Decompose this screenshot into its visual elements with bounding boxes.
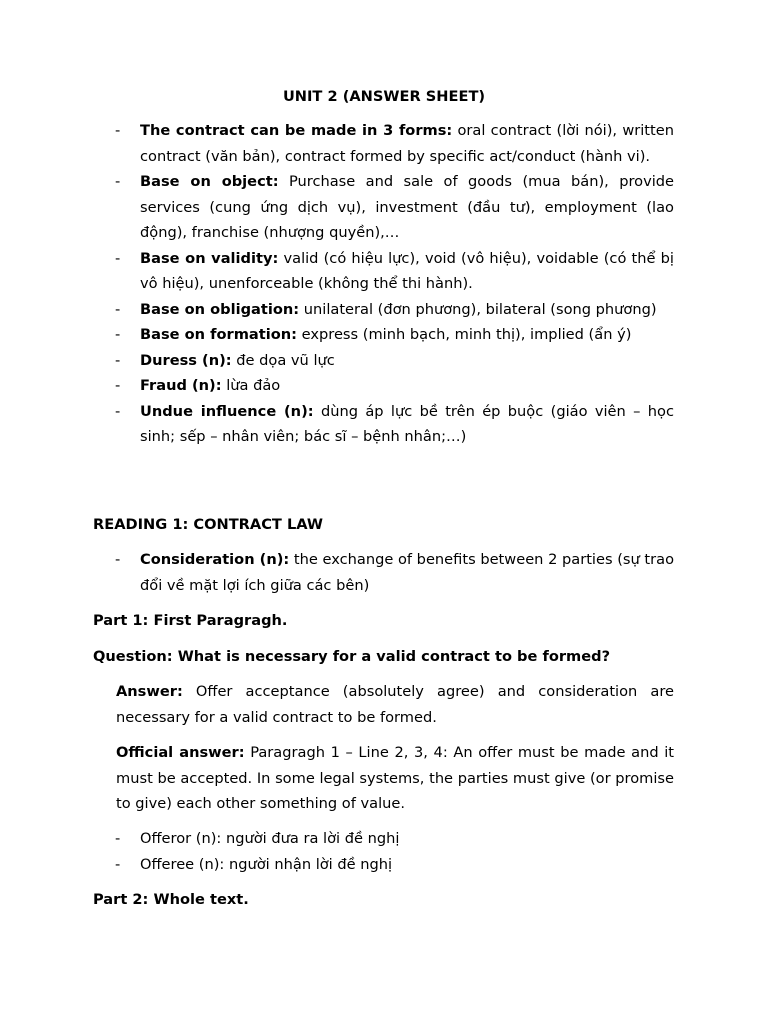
answer-paragraph [116,679,674,730]
item-text: dùng áp lực bề trên ép buộc (giáo viên – học sinh; sếp – nhân viên; bác sĩ – bệnh nhân;…) [140,402,675,445]
official-answer-paragraph [116,740,674,817]
list-item [0,246,674,297]
list-item [0,373,674,399]
bullet-dash: - [115,249,121,267]
item-term: The contract can be made in 3 forms: [140,122,453,139]
list-item [0,169,674,246]
item-text: Offeree (n): người nhận lời đề nghị [140,855,393,873]
bullet-dash: - [115,855,121,873]
item-term: Base on formation: [140,326,297,343]
part1-heading: Part 1: First Paragragh. [93,612,288,629]
item-text: express (minh bạch, minh thị), implied (ẩn ý) [297,326,632,343]
bullet-dash: - [115,173,121,190]
list-item [0,547,674,598]
item-text: đe dọa vũ lực [231,351,335,369]
bullet-dash: - [115,377,121,394]
list-item [0,399,674,450]
bullet-dash: - [115,830,121,847]
bullet-dash: - [115,551,121,568]
bullet-dash: - [115,402,121,420]
reading-heading: READING 1: CONTRACT LAW [93,516,323,533]
item-term: Base on obligation: [140,300,300,318]
list-item [0,297,674,323]
item-term: Base on validity: [140,249,279,267]
bullet-dash: - [115,300,121,318]
bullet-dash: - [115,326,121,343]
list-item [0,118,674,169]
list-item [0,322,674,348]
bullet-dash: - [115,351,121,369]
item-text: Offeror (n): người đưa ra lời đề nghị [140,830,400,847]
item-text: the exchange of benefits between 2 parties (sự trao đổi về mặt lợi ích giữa các bên) [140,551,674,594]
list-item [0,348,674,374]
item-text: Purchase and sale of goods (mua bán), provide services (cung ứng dịch vụ), investment (đầu tư), employment (lao động), franchise (nhượng quyền),… [140,173,675,241]
question-text: Question: What is necessary for a valid contract to be formed? [93,648,611,665]
item-term: Consideration (n): [140,551,290,568]
item-text: valid (có hiệu lực), void (vô hiệu), voidable (có thể bị vô hiệu), unenforceable (không thể thi hành). [140,249,674,292]
item-text: lừa đảo [221,377,281,394]
official-answer-text: Paragragh 1 – Line 2, 3, 4: An offer must be made and it must be accepted. In some legal systems, the parties must give (or promise to give) each other something of value. [116,744,674,812]
offer-terms-list [0,826,768,877]
answer-text: Offer acceptance (absolutely agree) and consideration are necessary for a valid contract to be formed. [116,683,674,726]
list-item [0,852,674,878]
item-term: Base on object: [140,173,279,190]
answer-label: Answer: [116,683,183,700]
list-item [0,826,674,852]
official-answer-label: Official answer: [116,744,245,761]
item-text: oral contract (lời nói), written contract (văn bản), contract formed by specific act/conduct (hành vi). [140,122,674,165]
consideration-list [0,547,768,598]
part2-heading: Part 2: Whole text. [93,891,249,908]
item-term: Undue influence (n): [140,402,314,420]
item-text: unilateral (đơn phương), bilateral (song phương) [299,300,657,318]
bullet-dash: - [115,122,121,139]
item-term: Duress (n): [140,351,232,369]
document-title: UNIT 2 (ANSWER SHEET) [282,88,486,105]
contract-forms-list [0,118,768,450]
item-term: Fraud (n): [140,377,222,394]
